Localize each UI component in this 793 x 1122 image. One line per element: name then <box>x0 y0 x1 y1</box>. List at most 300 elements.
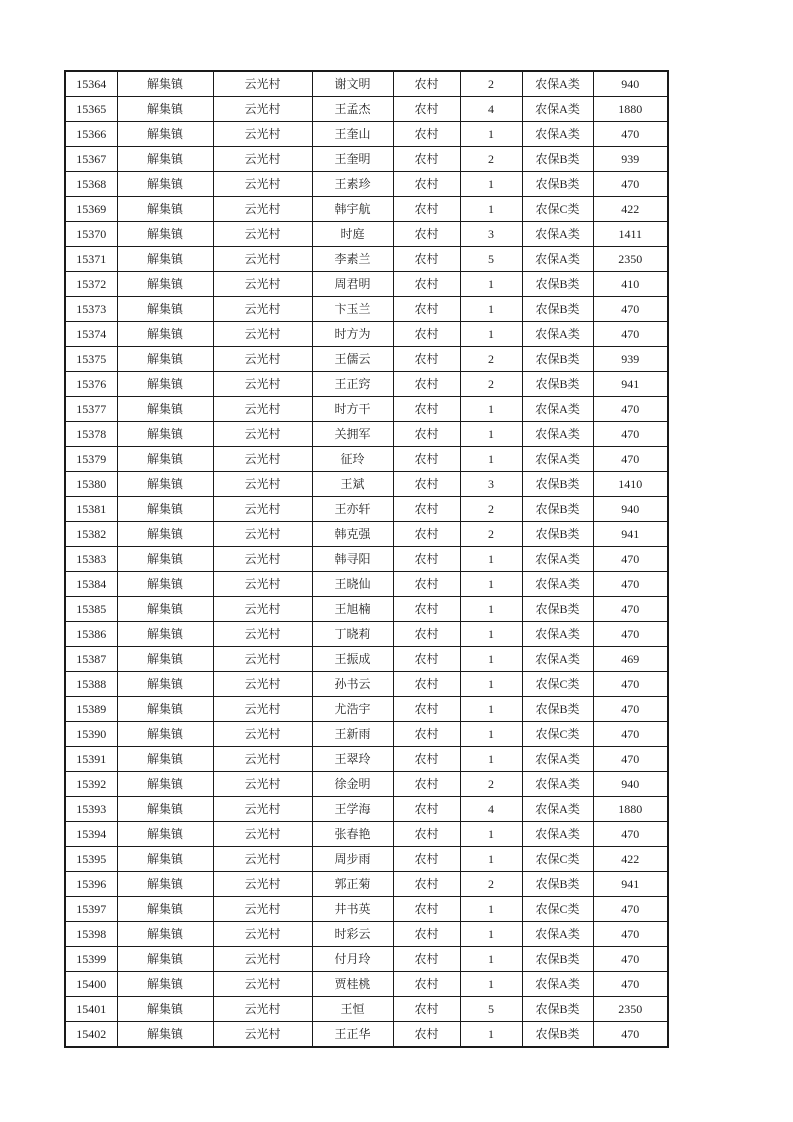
cell-amount: 470 <box>593 747 668 772</box>
cell-serial: 15402 <box>65 1022 117 1048</box>
cell-residence: 农村 <box>393 747 460 772</box>
cell-residence: 农村 <box>393 897 460 922</box>
cell-count: 1 <box>460 747 522 772</box>
cell-amount: 941 <box>593 872 668 897</box>
cell-category: 农保A类 <box>522 222 593 247</box>
cell-amount: 470 <box>593 922 668 947</box>
cell-town: 解集镇 <box>117 322 213 347</box>
cell-amount: 470 <box>593 697 668 722</box>
cell-category: 农保A类 <box>522 247 593 272</box>
cell-village: 云光村 <box>213 397 312 422</box>
cell-residence: 农村 <box>393 872 460 897</box>
cell-serial: 15368 <box>65 172 117 197</box>
cell-category: 农保B类 <box>522 147 593 172</box>
cell-town: 解集镇 <box>117 1022 213 1048</box>
cell-amount: 470 <box>593 822 668 847</box>
cell-category: 农保A类 <box>522 822 593 847</box>
table-row <box>65 797 668 822</box>
cell-town: 解集镇 <box>117 547 213 572</box>
cell-residence: 农村 <box>393 797 460 822</box>
table-row <box>65 1022 668 1048</box>
cell-town: 解集镇 <box>117 397 213 422</box>
cell-count: 1 <box>460 722 522 747</box>
cell-serial: 15399 <box>65 947 117 972</box>
table-row <box>65 872 668 897</box>
cell-name: 尤浩宇 <box>312 697 393 722</box>
cell-category: 农保B类 <box>522 872 593 897</box>
cell-village: 云光村 <box>213 522 312 547</box>
cell-name: 王学海 <box>312 797 393 822</box>
cell-village: 云光村 <box>213 722 312 747</box>
cell-count: 2 <box>460 147 522 172</box>
cell-serial: 15378 <box>65 422 117 447</box>
cell-count: 3 <box>460 222 522 247</box>
cell-town: 解集镇 <box>117 372 213 397</box>
cell-count: 3 <box>460 472 522 497</box>
cell-residence: 农村 <box>393 322 460 347</box>
cell-count: 1 <box>460 122 522 147</box>
table-row <box>65 597 668 622</box>
cell-serial: 15391 <box>65 747 117 772</box>
cell-category: 农保B类 <box>522 497 593 522</box>
cell-town: 解集镇 <box>117 122 213 147</box>
cell-serial: 15364 <box>65 71 117 97</box>
cell-village: 云光村 <box>213 322 312 347</box>
cell-village: 云光村 <box>213 947 312 972</box>
cell-town: 解集镇 <box>117 297 213 322</box>
cell-residence: 农村 <box>393 672 460 697</box>
cell-name: 张春艳 <box>312 822 393 847</box>
cell-residence: 农村 <box>393 197 460 222</box>
table-row <box>65 272 668 297</box>
cell-name: 付月玲 <box>312 947 393 972</box>
cell-count: 1 <box>460 397 522 422</box>
cell-name: 王旭楠 <box>312 597 393 622</box>
roster-table-body <box>65 71 668 1047</box>
table-row <box>65 497 668 522</box>
cell-count: 1 <box>460 972 522 997</box>
cell-residence: 农村 <box>393 422 460 447</box>
cell-count: 2 <box>460 772 522 797</box>
cell-village: 云光村 <box>213 447 312 472</box>
table-row <box>65 672 668 697</box>
table-row <box>65 97 668 122</box>
cell-town: 解集镇 <box>117 97 213 122</box>
cell-name: 卞玉兰 <box>312 297 393 322</box>
cell-residence: 农村 <box>393 772 460 797</box>
cell-serial: 15370 <box>65 222 117 247</box>
cell-town: 解集镇 <box>117 722 213 747</box>
cell-count: 1 <box>460 322 522 347</box>
table-row <box>65 222 668 247</box>
cell-residence: 农村 <box>393 272 460 297</box>
cell-name: 关拥军 <box>312 422 393 447</box>
cell-category: 农保A类 <box>522 397 593 422</box>
table-row <box>65 772 668 797</box>
cell-name: 王振成 <box>312 647 393 672</box>
cell-residence: 农村 <box>393 397 460 422</box>
cell-serial: 15396 <box>65 872 117 897</box>
cell-residence: 农村 <box>393 447 460 472</box>
cell-category: 农保A类 <box>522 622 593 647</box>
cell-count: 5 <box>460 997 522 1022</box>
cell-amount: 2350 <box>593 997 668 1022</box>
cell-residence: 农村 <box>393 472 460 497</box>
cell-count: 4 <box>460 97 522 122</box>
cell-count: 1 <box>460 922 522 947</box>
cell-name: 时方为 <box>312 322 393 347</box>
cell-name: 王正华 <box>312 1022 393 1048</box>
cell-residence: 农村 <box>393 847 460 872</box>
table-row <box>65 897 668 922</box>
cell-village: 云光村 <box>213 122 312 147</box>
cell-amount: 470 <box>593 1022 668 1048</box>
cell-count: 5 <box>460 247 522 272</box>
cell-village: 云光村 <box>213 1022 312 1048</box>
cell-serial: 15401 <box>65 997 117 1022</box>
cell-serial: 15384 <box>65 572 117 597</box>
cell-serial: 15387 <box>65 647 117 672</box>
cell-town: 解集镇 <box>117 622 213 647</box>
cell-count: 2 <box>460 497 522 522</box>
cell-village: 云光村 <box>213 71 312 97</box>
cell-count: 1 <box>460 697 522 722</box>
cell-name: 王斌 <box>312 472 393 497</box>
cell-category: 农保A类 <box>522 422 593 447</box>
cell-village: 云光村 <box>213 972 312 997</box>
cell-residence: 农村 <box>393 622 460 647</box>
cell-village: 云光村 <box>213 297 312 322</box>
cell-serial: 15383 <box>65 547 117 572</box>
table-row <box>65 972 668 997</box>
cell-amount: 422 <box>593 847 668 872</box>
table-row <box>65 922 668 947</box>
cell-category: 农保A类 <box>522 547 593 572</box>
cell-amount: 470 <box>593 547 668 572</box>
cell-amount: 470 <box>593 722 668 747</box>
cell-category: 农保C类 <box>522 897 593 922</box>
cell-count: 1 <box>460 847 522 872</box>
roster-table <box>64 70 669 1048</box>
cell-amount: 470 <box>593 622 668 647</box>
cell-amount: 470 <box>593 447 668 472</box>
cell-amount: 470 <box>593 972 668 997</box>
table-row <box>65 572 668 597</box>
table-row <box>65 397 668 422</box>
cell-town: 解集镇 <box>117 647 213 672</box>
cell-amount: 940 <box>593 497 668 522</box>
table-row <box>65 547 668 572</box>
cell-amount: 1411 <box>593 222 668 247</box>
cell-town: 解集镇 <box>117 947 213 972</box>
cell-serial: 15400 <box>65 972 117 997</box>
cell-name: 韩寻阳 <box>312 547 393 572</box>
cell-town: 解集镇 <box>117 572 213 597</box>
table-row <box>65 422 668 447</box>
cell-category: 农保C类 <box>522 197 593 222</box>
cell-category: 农保C类 <box>522 722 593 747</box>
cell-town: 解集镇 <box>117 597 213 622</box>
cell-category: 农保A类 <box>522 797 593 822</box>
cell-category: 农保A类 <box>522 647 593 672</box>
cell-name: 周君明 <box>312 272 393 297</box>
cell-village: 云光村 <box>213 172 312 197</box>
cell-amount: 470 <box>593 397 668 422</box>
cell-town: 解集镇 <box>117 972 213 997</box>
cell-village: 云光村 <box>213 372 312 397</box>
cell-serial: 15369 <box>65 197 117 222</box>
cell-amount: 410 <box>593 272 668 297</box>
cell-category: 农保B类 <box>522 297 593 322</box>
cell-name: 时庭 <box>312 222 393 247</box>
table-row <box>65 247 668 272</box>
cell-count: 1 <box>460 272 522 297</box>
table-row <box>65 297 668 322</box>
cell-town: 解集镇 <box>117 897 213 922</box>
cell-name: 王恒 <box>312 997 393 1022</box>
cell-village: 云光村 <box>213 97 312 122</box>
table-row <box>65 947 668 972</box>
cell-serial: 15394 <box>65 822 117 847</box>
cell-serial: 15376 <box>65 372 117 397</box>
cell-amount: 1880 <box>593 97 668 122</box>
cell-village: 云光村 <box>213 347 312 372</box>
cell-category: 农保B类 <box>522 172 593 197</box>
cell-serial: 15395 <box>65 847 117 872</box>
cell-category: 农保B类 <box>522 472 593 497</box>
cell-residence: 农村 <box>393 97 460 122</box>
cell-town: 解集镇 <box>117 772 213 797</box>
cell-name: 孙书云 <box>312 672 393 697</box>
cell-count: 1 <box>460 297 522 322</box>
cell-serial: 15398 <box>65 922 117 947</box>
cell-town: 解集镇 <box>117 922 213 947</box>
cell-village: 云光村 <box>213 147 312 172</box>
cell-residence: 农村 <box>393 822 460 847</box>
cell-count: 2 <box>460 372 522 397</box>
cell-residence: 农村 <box>393 172 460 197</box>
cell-amount: 940 <box>593 772 668 797</box>
cell-amount: 941 <box>593 372 668 397</box>
cell-amount: 2350 <box>593 247 668 272</box>
cell-town: 解集镇 <box>117 272 213 297</box>
cell-name: 王儒云 <box>312 347 393 372</box>
cell-name: 王奎山 <box>312 122 393 147</box>
table-row <box>65 172 668 197</box>
table-row <box>65 822 668 847</box>
table-row <box>65 847 668 872</box>
cell-category: 农保A类 <box>522 97 593 122</box>
cell-name: 井书英 <box>312 897 393 922</box>
cell-serial: 15382 <box>65 522 117 547</box>
cell-village: 云光村 <box>213 422 312 447</box>
cell-name: 王亦轩 <box>312 497 393 522</box>
cell-category: 农保A类 <box>522 772 593 797</box>
table-row <box>65 197 668 222</box>
table-row <box>65 147 668 172</box>
table-row <box>65 647 668 672</box>
cell-category: 农保A类 <box>522 122 593 147</box>
cell-count: 1 <box>460 197 522 222</box>
table-row <box>65 697 668 722</box>
cell-name: 周步雨 <box>312 847 393 872</box>
cell-amount: 470 <box>593 597 668 622</box>
cell-town: 解集镇 <box>117 197 213 222</box>
cell-residence: 农村 <box>393 597 460 622</box>
cell-town: 解集镇 <box>117 822 213 847</box>
cell-amount: 941 <box>593 522 668 547</box>
table-row <box>65 472 668 497</box>
cell-town: 解集镇 <box>117 522 213 547</box>
cell-name: 丁晓莉 <box>312 622 393 647</box>
cell-village: 云光村 <box>213 897 312 922</box>
cell-serial: 15365 <box>65 97 117 122</box>
cell-count: 1 <box>460 547 522 572</box>
cell-category: 农保B类 <box>522 697 593 722</box>
table-row <box>65 522 668 547</box>
cell-name: 王素珍 <box>312 172 393 197</box>
cell-count: 1 <box>460 1022 522 1048</box>
cell-serial: 15390 <box>65 722 117 747</box>
cell-category: 农保B类 <box>522 1022 593 1048</box>
cell-village: 云光村 <box>213 547 312 572</box>
cell-category: 农保B类 <box>522 347 593 372</box>
table-row <box>65 347 668 372</box>
cell-category: 农保A类 <box>522 922 593 947</box>
cell-count: 2 <box>460 872 522 897</box>
cell-serial: 15372 <box>65 272 117 297</box>
cell-town: 解集镇 <box>117 797 213 822</box>
cell-amount: 469 <box>593 647 668 672</box>
cell-count: 2 <box>460 522 522 547</box>
cell-category: 农保A类 <box>522 322 593 347</box>
cell-amount: 470 <box>593 122 668 147</box>
cell-serial: 15367 <box>65 147 117 172</box>
cell-category: 农保C类 <box>522 672 593 697</box>
cell-village: 云光村 <box>213 197 312 222</box>
cell-count: 1 <box>460 647 522 672</box>
cell-count: 1 <box>460 822 522 847</box>
cell-name: 谢文明 <box>312 71 393 97</box>
cell-category: 农保A类 <box>522 972 593 997</box>
cell-town: 解集镇 <box>117 847 213 872</box>
cell-village: 云光村 <box>213 572 312 597</box>
cell-residence: 农村 <box>393 297 460 322</box>
cell-amount: 939 <box>593 347 668 372</box>
cell-serial: 15381 <box>65 497 117 522</box>
cell-count: 1 <box>460 947 522 972</box>
cell-serial: 15392 <box>65 772 117 797</box>
cell-town: 解集镇 <box>117 347 213 372</box>
cell-village: 云光村 <box>213 497 312 522</box>
cell-serial: 15389 <box>65 697 117 722</box>
cell-serial: 15388 <box>65 672 117 697</box>
cell-category: 农保A类 <box>522 71 593 97</box>
cell-residence: 农村 <box>393 347 460 372</box>
cell-town: 解集镇 <box>117 172 213 197</box>
cell-residence: 农村 <box>393 247 460 272</box>
cell-amount: 470 <box>593 947 668 972</box>
cell-residence: 农村 <box>393 572 460 597</box>
cell-serial: 15397 <box>65 897 117 922</box>
cell-category: 农保B类 <box>522 272 593 297</box>
cell-name: 王新雨 <box>312 722 393 747</box>
cell-name: 王奎明 <box>312 147 393 172</box>
cell-serial: 15366 <box>65 122 117 147</box>
cell-name: 时方干 <box>312 397 393 422</box>
cell-serial: 15380 <box>65 472 117 497</box>
cell-village: 云光村 <box>213 847 312 872</box>
cell-amount: 939 <box>593 147 668 172</box>
cell-name: 王正窍 <box>312 372 393 397</box>
cell-count: 1 <box>460 422 522 447</box>
cell-name: 王晓仙 <box>312 572 393 597</box>
cell-town: 解集镇 <box>117 997 213 1022</box>
cell-category: 农保B类 <box>522 522 593 547</box>
cell-serial: 15386 <box>65 622 117 647</box>
cell-amount: 470 <box>593 322 668 347</box>
cell-amount: 1880 <box>593 797 668 822</box>
cell-residence: 农村 <box>393 147 460 172</box>
cell-residence: 农村 <box>393 997 460 1022</box>
cell-amount: 470 <box>593 897 668 922</box>
cell-amount: 422 <box>593 197 668 222</box>
cell-town: 解集镇 <box>117 497 213 522</box>
cell-town: 解集镇 <box>117 747 213 772</box>
cell-serial: 15373 <box>65 297 117 322</box>
cell-amount: 470 <box>593 172 668 197</box>
cell-town: 解集镇 <box>117 672 213 697</box>
cell-name: 徐金明 <box>312 772 393 797</box>
table-row <box>65 747 668 772</box>
cell-count: 1 <box>460 597 522 622</box>
cell-town: 解集镇 <box>117 422 213 447</box>
cell-residence: 农村 <box>393 547 460 572</box>
cell-town: 解集镇 <box>117 447 213 472</box>
cell-name: 贾桂桃 <box>312 972 393 997</box>
cell-name: 王翠玲 <box>312 747 393 772</box>
cell-village: 云光村 <box>213 872 312 897</box>
cell-serial: 15393 <box>65 797 117 822</box>
cell-village: 云光村 <box>213 797 312 822</box>
cell-count: 1 <box>460 172 522 197</box>
cell-category: 农保B类 <box>522 947 593 972</box>
cell-amount: 1410 <box>593 472 668 497</box>
table-row <box>65 447 668 472</box>
cell-town: 解集镇 <box>117 472 213 497</box>
cell-category: 农保A类 <box>522 572 593 597</box>
cell-count: 1 <box>460 622 522 647</box>
cell-residence: 农村 <box>393 522 460 547</box>
cell-category: 农保A类 <box>522 447 593 472</box>
table-row <box>65 622 668 647</box>
cell-village: 云光村 <box>213 622 312 647</box>
cell-town: 解集镇 <box>117 247 213 272</box>
cell-amount: 470 <box>593 572 668 597</box>
cell-residence: 农村 <box>393 947 460 972</box>
table-row <box>65 372 668 397</box>
cell-serial: 15371 <box>65 247 117 272</box>
table-row <box>65 322 668 347</box>
cell-town: 解集镇 <box>117 697 213 722</box>
cell-residence: 农村 <box>393 71 460 97</box>
cell-category: 农保A类 <box>522 747 593 772</box>
cell-name: 韩宇航 <box>312 197 393 222</box>
cell-town: 解集镇 <box>117 872 213 897</box>
cell-residence: 农村 <box>393 722 460 747</box>
cell-amount: 470 <box>593 422 668 447</box>
table-row <box>65 997 668 1022</box>
